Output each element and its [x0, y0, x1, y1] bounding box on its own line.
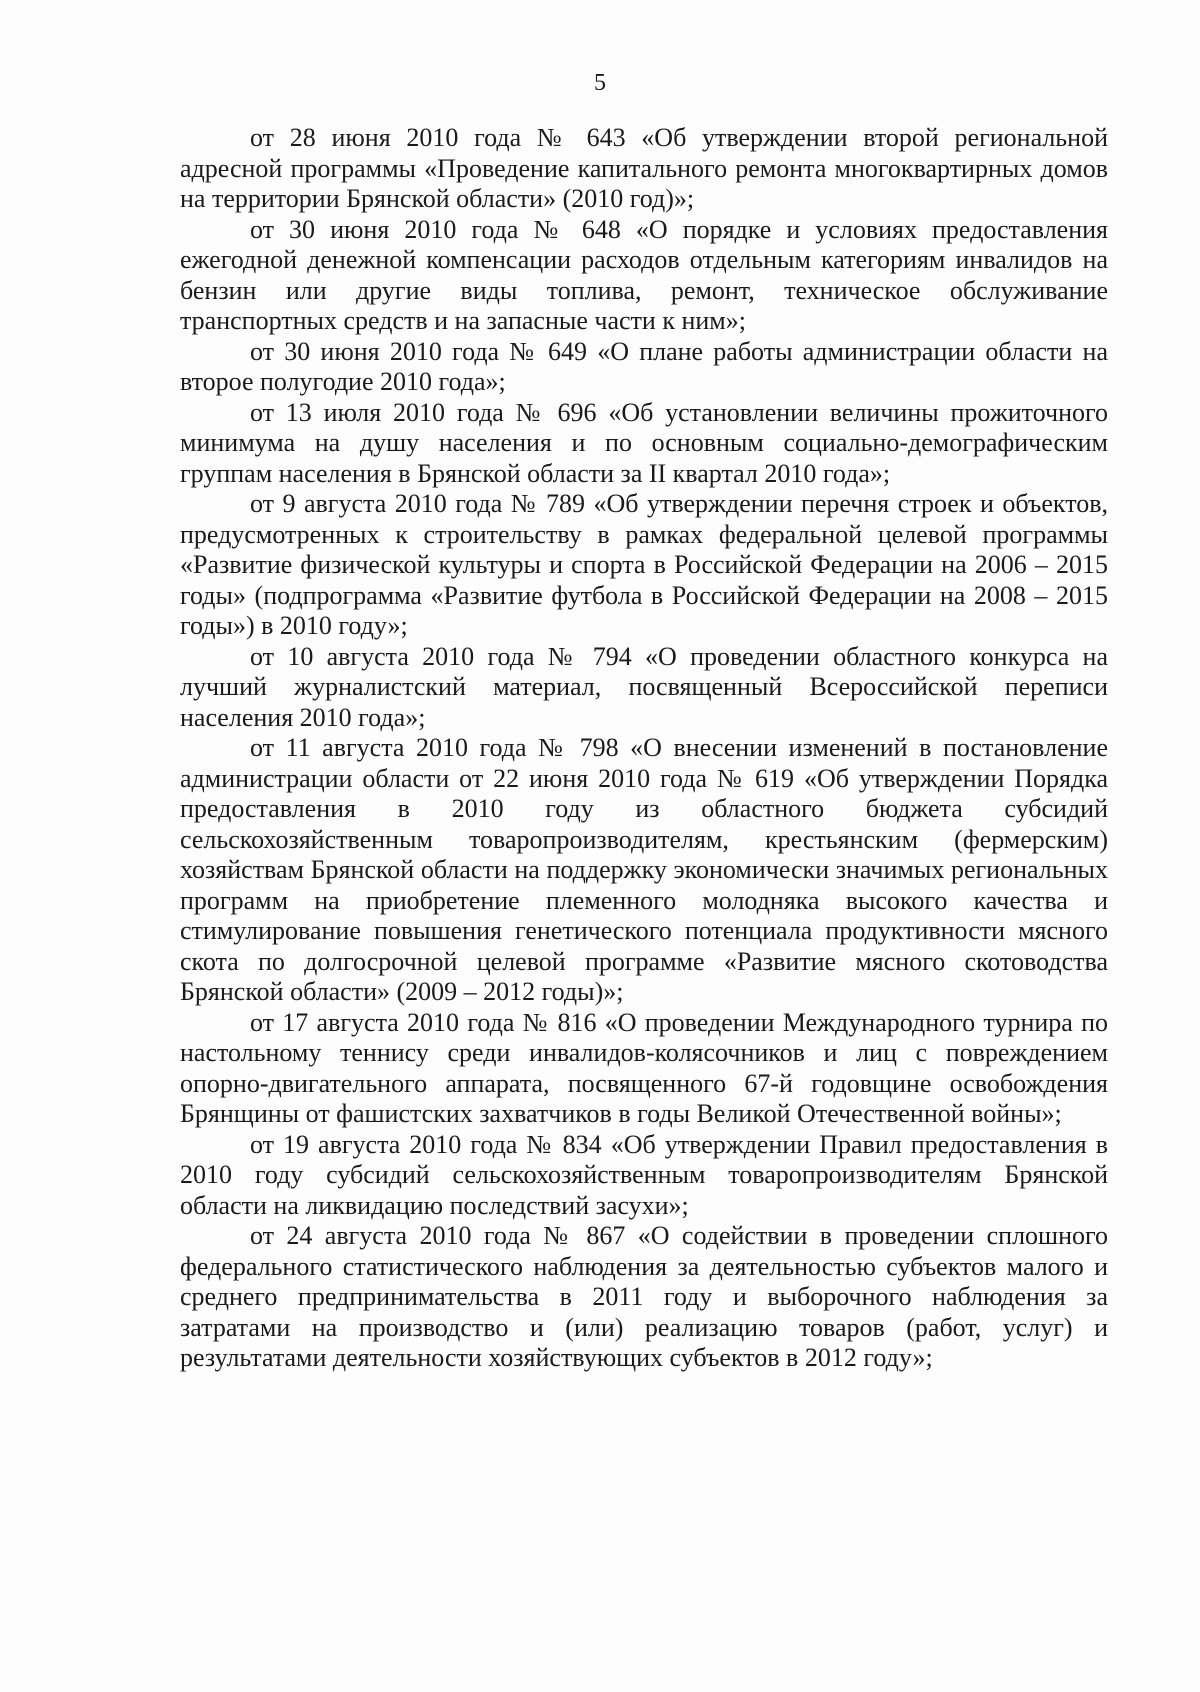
paragraph: от 11 августа 2010 года № 798 «О внесении изменений в постановление администрации области от 22 июня 2010 года № 619 «Об утверждении Порядка предоставления в 2010 году из областного бюджета субсидий сельскохозяйственным товаропроизводителям, крестьянским (фермерским) хозяйствам Брянской области на поддержку экономически значимых региональных программ на приобретение племенного молодняка высокого качества и стимулирование повышения генетического потенциала продуктивности мясного скота по долгосрочной целевой программе «Развитие мясного скотоводства Брянской области» (2009 – 2012 годы)»;: [180, 733, 1108, 1006]
document-body: [180, 123, 1108, 1374]
paragraph: от 10 августа 2010 года № 794 «О проведении областного конкурса на лучший журналистский материал, посвященный Всероссийской переписи населения 2010 года»;: [180, 641, 1108, 732]
paragraph: от 30 июня 2010 года № 649 «О плане работы администрации области на второе полугодие 2010 года»;: [180, 336, 1108, 396]
paragraph: от 24 августа 2010 года № 867 «О содействии в проведении сплошного федерального статистического наблюдения за деятельностью субъектов малого и среднего предпринимательства в 2011 году и выборочного наблюдения за затратами на производство и (или) реализацию товаров (работ, услуг) и результатами деятельности хозяйствующих субъектов в 2012 году»;: [180, 1221, 1108, 1372]
paragraph: от 28 июня 2010 года № 643 «Об утверждении второй региональной адресной программы «Проведение капитального ремонта многоквартирных домов на территории Брянской области» (2010 год)»;: [180, 123, 1108, 213]
paragraph: от 9 августа 2010 года № 789 «Об утверждении перечня строек и объектов, предусмотренных к строительству в рамках федеральной целевой программы «Развитие физической культуры и спорта в Российской Федерации на 2006 – 2015 годы» (подпрограмма «Развитие футбола в Российской Федерации на 2008 – 2015 годы») в 2010 году»;: [180, 489, 1108, 640]
paragraph: от 30 июня 2010 года № 648 «О порядке и условиях предоставления ежегодной денежной компенсации расходов отдельным категориям инвалидов на бензин или другие виды топлива, ремонт, техническое обслуживание транспортных средств и на запасные части к ним»;: [180, 214, 1108, 335]
page-number: 5: [594, 70, 606, 96]
paragraph: от 17 августа 2010 года № 816 «О проведении Международного турнира по настольному теннису среди инвалидов-колясочников и лиц с повреждением опорно-двигательного аппарата, посвященного 67-й годовщине освобождения Брянщины от фашистских захватчиков в годы Великой Отечественной войны»;: [180, 1007, 1108, 1128]
paragraph: от 13 июля 2010 года № 696 «Об установлении величины прожиточного минимума на душу населения и по основным социально-демографическим группам населения в Брянской области за II квартал 2010 года»;: [180, 397, 1108, 488]
paragraph: от 19 августа 2010 года № 834 «Об утверждении Правил предоставления в 2010 году субсидий сельскохозяйственным товаропроизводителям Брянской области на ликвидацию последствий засухи»;: [180, 1129, 1108, 1220]
